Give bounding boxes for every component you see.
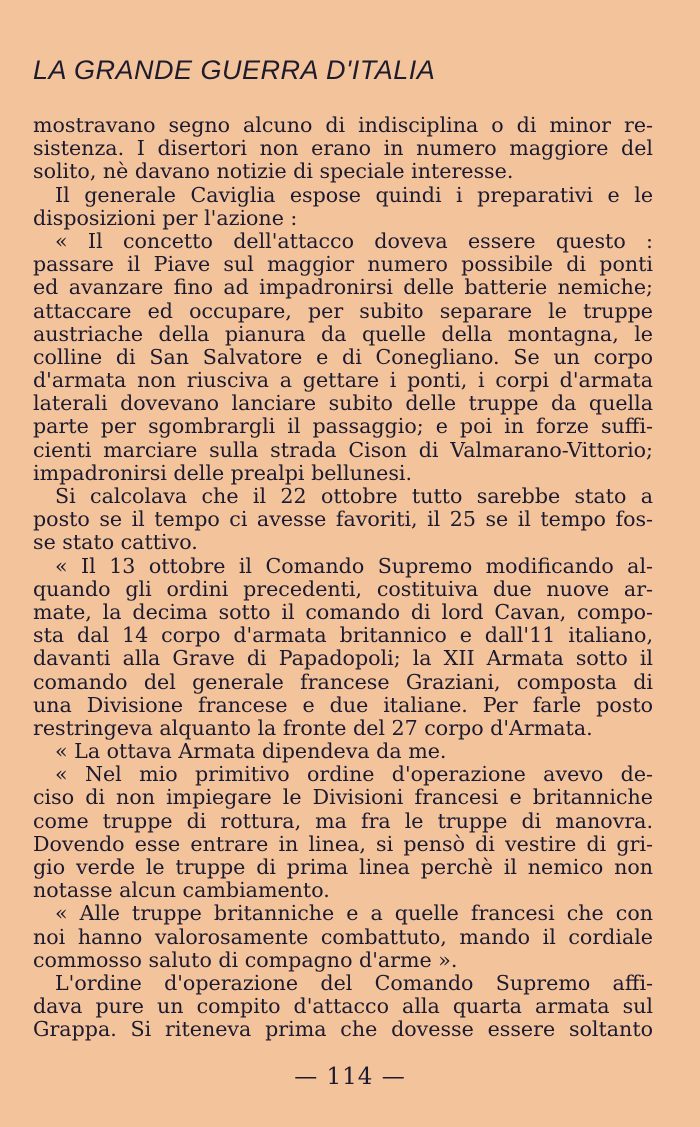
text-line: « Alle truppe britanniche e a quelle francesi che con	[55, 901, 653, 926]
text-line: mostravano segno alcuno di indisciplina o di minor re-	[33, 113, 653, 137]
text-line: davanti alla Grave di Papadopoli; la XII Armata sotto il	[33, 646, 653, 671]
text-line: come truppe di rottura, ma fra le truppe di manovra.	[33, 808, 653, 833]
text-line: ed avanzare fino ad impadronirsi delle batterie nemiche;	[33, 275, 653, 300]
text-line: L'ordine d'operazione del Comando Supremo affi-	[55, 970, 653, 995]
text-line: solito, nè davano notizie di speciale interesse.	[33, 159, 514, 184]
running-head-title: LA GRANDE GUERRA D'ITALIA	[33, 55, 436, 85]
text-line: mate, la decima sotto il comando di lord Cavan, compo-	[33, 599, 653, 624]
text-line: Il generale Caviglia espose quindi i preparativi e le	[55, 182, 653, 207]
text-line: commosso saluto di compagno d'arme ».	[33, 947, 458, 972]
text-line: Si calcolava che il 22 ottobre tutto sarebbe stato a	[55, 484, 653, 508]
text-line: ciso di non impiegare le Divisioni francesi e britanniche	[33, 785, 653, 810]
text-line: gio verde le truppe di prima linea perchè il nemico non	[33, 855, 653, 879]
text-line: « Il concetto dell'attacco doveva essere questo :	[55, 228, 653, 253]
text-line: parte per sgombrargli il passaggio; e poi in forze suffi-	[33, 414, 653, 439]
body-text	[33, 114, 653, 1042]
text-line: « La ottava Armata dipendeva da me.	[55, 739, 447, 764]
text-line: quando gli ordini precedenti, costituiva due nuove ar-	[33, 576, 653, 601]
text-line: d'armata non riusciva a gettare i ponti, i corpi d'armata	[33, 368, 653, 393]
text-line: disposizioni per l'azione :	[33, 205, 298, 230]
text-line: Dovendo esse entrare in linea, si pensò di vestire di gri-	[33, 831, 653, 856]
text-line: restringeva alquanto la fronte del 27 corpo d'Armata.	[33, 715, 593, 740]
text-line: dava pure un compito d'attacco alla quarta armata sul	[33, 994, 653, 1019]
text-line: laterali dovevano lanciare subito delle truppe da quella	[33, 391, 653, 416]
text-line: notasse alcun cambiamento.	[33, 878, 330, 903]
text-line: « Nel mio primitivo ordine d'operazione avevo de-	[55, 762, 653, 787]
text-line: cienti marciare sulla strada Cison di Valmarano-Vittorio;	[33, 437, 653, 462]
text-line: passare il Piave sul maggior numero possibile di ponti	[33, 252, 653, 277]
page-number: — 114 —	[294, 1064, 406, 1090]
text-line: attaccare ed occupare, per subito separare le truppe	[33, 298, 653, 323]
text-line: impadronirsi delle prealpi bellunesi.	[33, 460, 413, 485]
text-line: austriache della pianura da quelle della montagna, le	[33, 321, 653, 346]
text-line: una Divisione francese e due italiane. Per farle posto	[33, 692, 653, 717]
text-line: posto se il tempo ci avesse favoriti, il 25 se il tempo fos-	[33, 507, 653, 532]
text-line: sistenza. I disertori non erano in numero maggiore del	[33, 136, 653, 161]
text-line: comando del generale francese Graziani, composta di	[33, 669, 653, 694]
text-line: « Il 13 ottobre il Comando Supremo modificando al-	[55, 553, 653, 578]
text-line: colline di San Salvatore e di Conegliano. Se un corpo	[33, 344, 653, 369]
text-line: Grappa. Si riteneva prima che dovesse essere soltanto	[33, 1017, 653, 1042]
text-line: se stato cattivo.	[33, 530, 198, 555]
text-line: sta dal 14 corpo d'armata britannico e dall'11 italiano,	[33, 623, 653, 648]
text-line: noi hanno valorosamente combattuto, mando il cordiale	[33, 924, 653, 949]
